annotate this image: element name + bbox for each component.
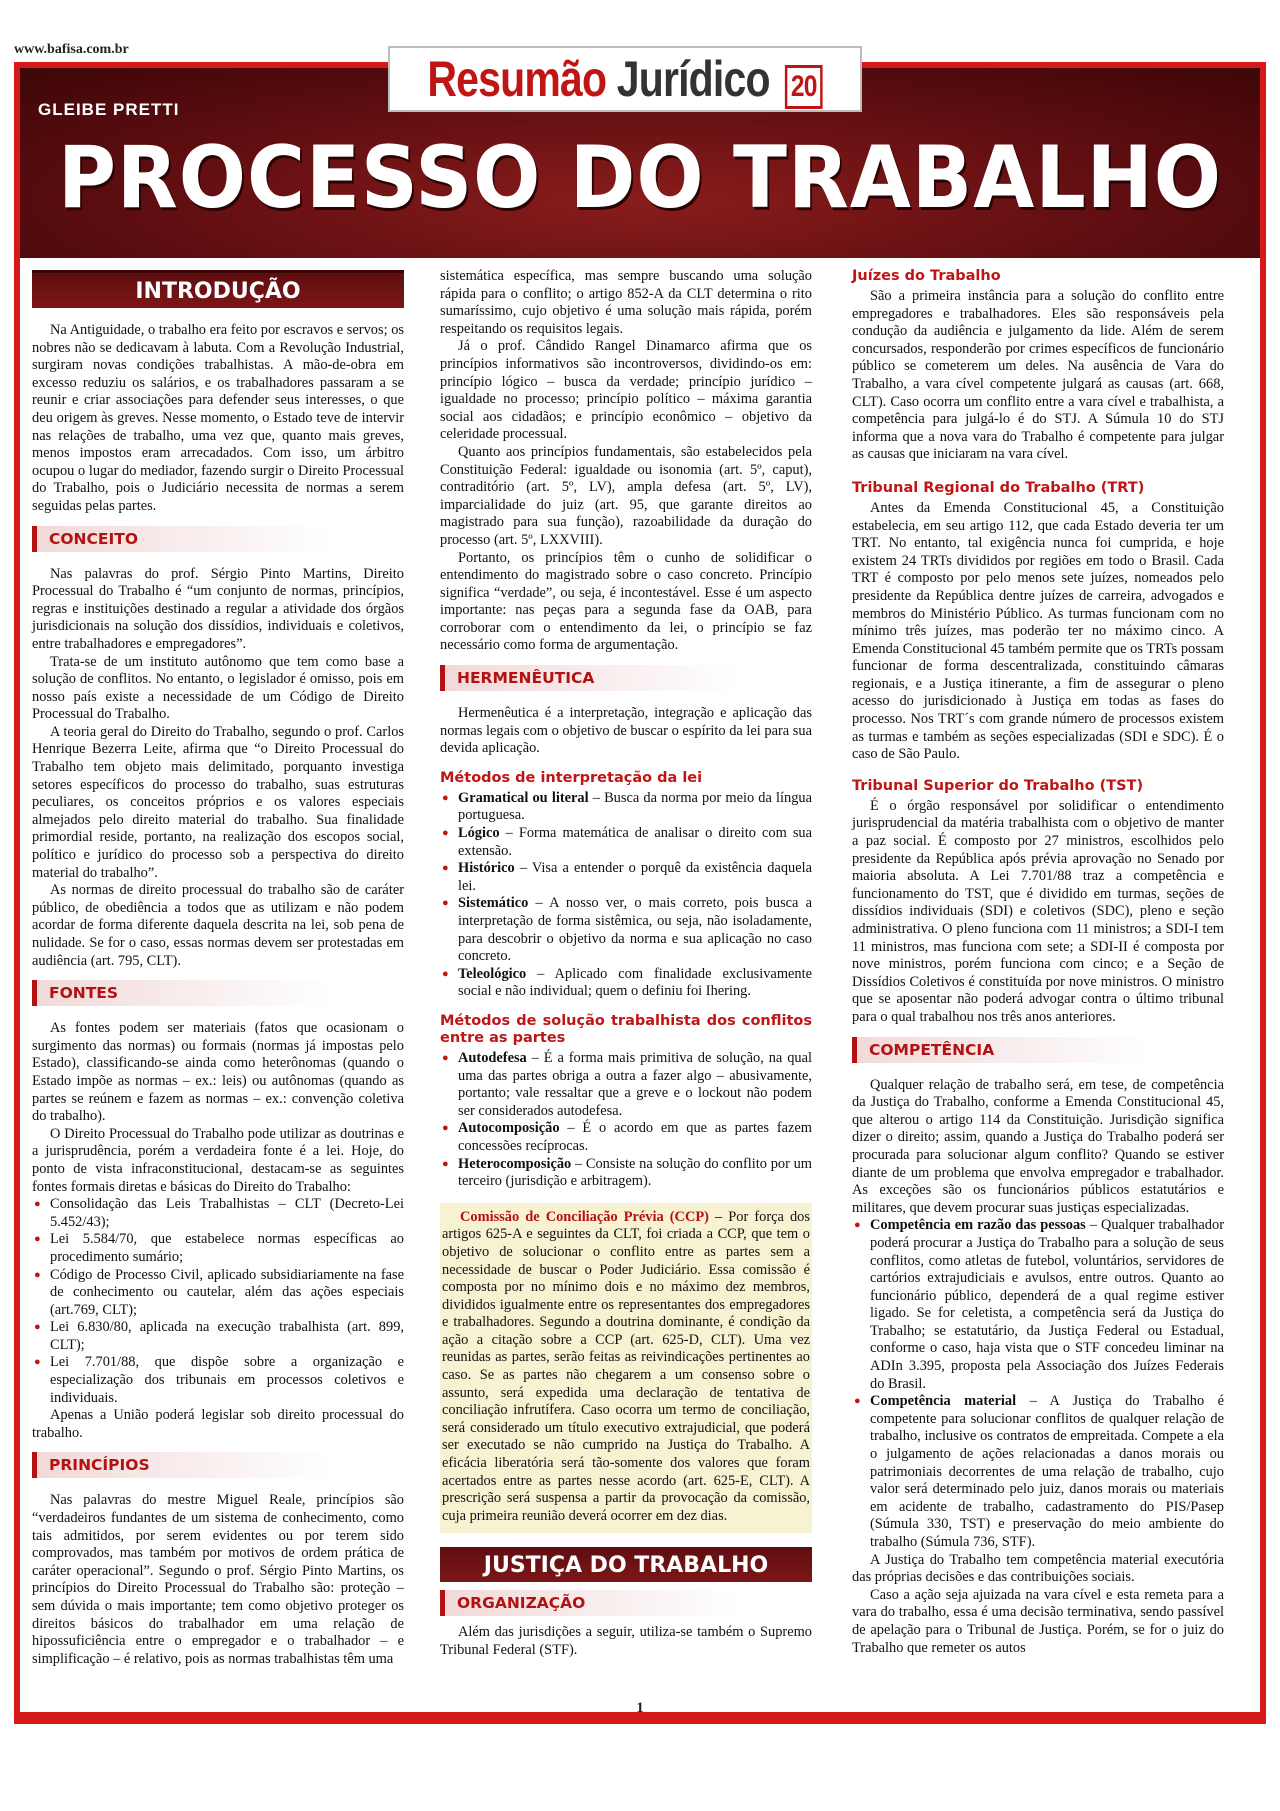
principios-p1: Nas palavras do mestre Miguel Reale, princípios são “verdadeiros fundantes de um sistema de conhecimento, como tais admitidos, por serem evidentes ou por terem sido comprovados, mas também por motivos de ordem prática de caráter operacional”. Segundo o prof. Sérgio Pinto Martins, os princípios do Direito Processual do Trabalho são: proteção – sem dúvida o mais importante; tem como objetivo proteger os direitos básicos do trabalhador em uma relação de hipossuficiência entre o empregador e o trabalhador – e simplificação – é relativo, pois as normas trabalhistas têm uma	[32, 1492, 404, 1667]
list-item: ● Lei 6.830/80, aplicada na execução trabalhista (art. 899, CLT);	[32, 1319, 404, 1354]
column-1	[32, 270, 404, 1668]
series-name-part1: Resumão	[427, 50, 607, 107]
list-item: ● Consolidação das Leis Trabalhistas – CLT (Decreto-Lei 5.452/43);	[32, 1196, 404, 1231]
competencia-list	[852, 1217, 1224, 1551]
tst-p1: É o órgão responsável por solidificar o entendimento jurisprudencial da matéria trabalhista com o objetivo de manter a paz social. É composto por 27 ministros, escolhidos pelo presidente da República após prévia aprovação no Senado por maioria absoluta. A Lei 7.701/88 traz a competência e funcionamento do TST, que é dividido em turmas, seções de dissídios individuais (SDI) e coletivos (SDC), pleno e seção administrativa. O pleno funciona com 11 ministros; a SDI-I tem 11 ministros, mas funciona com sete; a SDI-II é composta por nove ministros, porém funciona com cinco; e a Seção de Dissídios Coletivos é constituída por nove ministros. O ministro que se aposentar não poderá advogar contra o último tribunal para o qual trabalhou nos três anos anteriores.	[852, 797, 1224, 1025]
list-text: – A Justiça do Trabalho é competente para solucionar conflitos de qualquer relação de trabalho, inclusive os contratos de empreitada. Compete a ela o julgamento de ações relacionadas a danos morais ou patrimoniais decorrentes de uma relação de trabalho, cujo valor será determinado pelo juiz, danos morais ou materiais em acidente de trabalho, cadastramento do PIS/Pasep (Súmula 330, TST) e preservação do meio ambiente do trabalho (Súmula 736, STF).	[870, 1393, 1224, 1550]
list-item	[440, 825, 812, 860]
hermeneutica-heading: HERMENÊUTICA	[440, 665, 812, 691]
metodos-heading: Métodos de interpretação da lei	[440, 769, 703, 786]
conceito-p1: Nas palavras do prof. Sérgio Pinto Martins, Direito Processual do Trabalho é “um conjunto de normas, princípios, regras e instituições destinado a regular a atividade dos órgãos jurisdicionais na solução dos dissídios, individuais e coletivos, entre trabalhadores e empregadores”.	[32, 565, 404, 652]
principios-heading: PRINCÍPIOS	[32, 1452, 404, 1478]
competencia-p1: Qualquer relação de trabalho será, em tese, de competência da Justiça do Trabalho, conforme a Emenda Constitucional 45, que alterou o artigo 114 da Constituição. Jurisdição significa dizer o direito; assim, quando a Justiça do Trabalho poderá ser procurada para solucionar algum conflito? Quando se estiver diante de um problema que envolva empregador e trabalhador. As exceções são os funcionários públicos estatutários e militares, que devem procurar suas justiças especializadas.	[852, 1076, 1224, 1216]
page-title: PROCESSO DO TRABALHO	[58, 128, 1222, 228]
ccp-paragraph	[442, 1209, 810, 1526]
col2-p3: Quanto aos princípios fundamentais, são estabelecidos pela Constituição Federal: igualdade ou isonomia (art. 5º, caput), contraditório (art. 5º, LV), ampla defesa (art. 5º, LV), imparcialidade do juiz (art. 95, que garante direitos ao magistrado para sua função), razoabilidade da duração do processo (art. 5º, LXXVIII).	[440, 443, 812, 548]
tst-heading: Tribunal Superior do Trabalho (TST)	[852, 777, 1144, 794]
organizacao-heading: ORGANIZAÇÃO	[440, 1590, 812, 1616]
intro-heading: INTRODUÇÃO	[32, 270, 404, 308]
list-item	[852, 1217, 1224, 1393]
series-name	[427, 50, 822, 109]
list-text: – Aplicado com finalidade exclusivamente social e não individual; quem o definiu foi Ihering.	[458, 965, 812, 1000]
site-url: www.bafisa.com.br	[14, 42, 129, 57]
list-item: ● Lei 7.701/88, que dispõe sobre a organização e especialização dos tribunais em processos coletivos e individuais.	[32, 1354, 404, 1407]
list-text: – É o acordo em que as partes fazem concessões recíprocas.	[458, 1120, 812, 1154]
conceito-heading: CONCEITO	[32, 526, 404, 552]
list-item: ● Lei 5.584/70, que estabelece normas específicas ao procedimento sumário;	[32, 1231, 404, 1266]
ccp-text: Por força dos artigos 625-A e seguintes da CLT, foi criada a CCP, que tem o objetivo de solucionar o conflito entre as partes sem a necessidade de buscar o Poder Judiciário. Essa comissão é composta por no mínimo dois e no máximo dez membros, divididos igualmente entre os representantes dos empregadores e trabalhadores. Segundo a doutrina dominante, é condição da ação a citação sobre a CCP (art. 625-D, CLT). Uma vez reunidas as partes, serão feitas as reivindicações pertinentes ao caso. Se as partes não chegarem a um consenso sobre o assunto, será expedida uma declaração de tentativa de conciliação infrutífera. Caso ocorra um termo de conciliação, será considerado um título executivo extrajudicial, que poderá ser executado se não cumprido na Justiça do Trabalho. A eficácia liberatória será tão-somente dos valores que foram acertados entre as partes nesse acordo (art. 625-E, CLT). A prescrição será suspensa a partir da provocação da comissão, cuja primeira reunião deverá ocorrer em dez dias.	[442, 1208, 810, 1524]
list-text: – Visa a entender o porquê da existência daquela lei.	[458, 860, 812, 894]
juizes-p1: São a primeira instância para a solução do conflito entre empregadores e trabalhadores. Eles são responsáveis pela condução da audiência e julgamento da lide. Além de serem concursados, responderão por crimes específicos de funcionário público se cometerem um deles. Na ausência de Vara do Trabalho, a vara cível competente julgará as causas (art. 668, CLT). Caso ocorra um conflito entre a vara cível e trabalhista, a competência para julgá-lo é do STJ. A Súmula 10 do STJ informa que a nova vara do Trabalho é competente para julgar as causas que iniciaram na vara cível.	[852, 288, 1224, 463]
solucao-heading: Métodos de solução trabalhista dos conflitos entre as partes	[440, 1012, 812, 1046]
competencia-p2: A Justiça do Trabalho tem competência material executória das próprias decisões e das contribuições sociais.	[852, 1551, 1224, 1586]
list-item	[440, 790, 812, 825]
competencia-heading: COMPETÊNCIA	[852, 1037, 1224, 1063]
intro-text: Na Antiguidade, o trabalho era feito por escravos e servos; os nobres não se dedicavam à labuta. Com a Revolução Industrial, surgiram novas condições trabalhistas. A mão-de-obra em excesso reduziu os salários, e os trabalhadores passaram a se reunir e criar associações para defender seus interesses, o que deu origem às greves. Nesse momento, o Estado teve de intervir nas relações de trabalho, uma vez que, quanto mais greves, menos impostos eram arrecadados. Com isso, um árbitro ocupou o lugar do mediador, fazendo surgir o Direito Processual do Trabalho, pois o Judiciário necessita de normas a serem seguidas pelas partes.	[32, 322, 404, 514]
list-term: Sistemático	[458, 895, 529, 912]
list-term: Autodefesa	[458, 1049, 527, 1066]
organizacao-p1: Além das jurisdições a seguir, utiliza-se também o Supremo Tribunal Federal (STF).	[440, 1624, 812, 1658]
list-text: – Consiste na solução do conflito por um terceiro (jurisdição e arbitragem).	[458, 1155, 812, 1190]
col2-p2: Já o prof. Cândido Rangel Dinamarco afirma que os princípios informativos são incontroversos, dividindo-os em: princípio lógico – busca da verdade; princípio jurídico – igualdade no processo; princípio político – máxima garantia social aos cidadãos; e princípio econômico – objetivo da celeridade processual.	[440, 338, 812, 443]
list-item	[440, 1050, 812, 1120]
fontes-p1: As fontes podem ser materiais (fatos que ocasionam o surgimento das normas) ou formais (normas já impostas pelo Estado), classificando-se ainda como heterônomas (quando o Estado impõe as normas – ex.: leis) ou autônomas (quando as partes se reúnem e fazem as normas – ex.: convenção coletiva do trabalho).	[32, 1020, 404, 1125]
list-text: – Busca da norma por meio da língua portuguesa.	[458, 789, 812, 824]
author: GLEIBE PRETTI	[38, 100, 180, 119]
solucao-list	[440, 1050, 812, 1191]
list-item: ● Código de Processo Civil, aplicado subsidiariamente na fase de conhecimento ou cautelar, além das ações especiais (art.769, CLT);	[32, 1267, 404, 1320]
list-text: – A nosso ver, o mais correto, pois busca a interpretação de forma sistêmica, ou seja, não isoladamente, para descobrir o objetivo da norma e sua aplicação no caso concreto.	[458, 895, 812, 965]
trt-p1: Antes da Emenda Constitucional 45, a Constituição estabelecia, em seu artigo 112, que cada Estado deveria ter um TRT. No entanto, tal exigência nunca foi cumprida, e hoje existem 24 TRTs divididos por regiões em todo o Brasil. Cada TRT é composto por pelo menos sete juízes, nomeados pelo presidente da República dentre juízes de carreira, advogados e membros do Ministério Público. As turmas funcionam com no mínimo três juízes, mas poderão ter no máximo cinco. A Emenda Constitucional 45 também permite que os TRTs possam funcionar de forma descentralizada, constituindo câmaras regionais, e a Justiça itinerante, a fim de assegurar o pleno acesso do jurisdicionado à Justiça em todas as fases do processo. Nos TRT´s com grande número de processos existem as turmas e também as seções especializadas (SDI e SDC). É o caso de São Paulo.	[852, 499, 1224, 763]
justica-heading: JUSTIÇA DO TRABALHO	[440, 1547, 812, 1582]
juizes-heading: Juízes do Trabalho	[852, 268, 1001, 284]
fontes-p2: O Direito Processual do Trabalho pode utilizar as doutrinas e a jurisprudência, porém a verdadeira fonte é a lei. Hoje, do ponto de vista infraconstitucional, destacam-se as seguintes fontes formais diretas e básicas do Direito do Trabalho:	[32, 1125, 404, 1195]
list-text: – Qualquer trabalhador poderá procurar a Justiça do Trabalho para a solução de seus conflitos, como atletas de futebol, voluntários, servidores de cartórios extrajudiciais e avulsos, entre outros. Quanto ao funcionário público, dependerá de a qual regime estiver ligado. Se for celetista, a competência será da Justiça do Trabalho; se estatutário, da Justiça Federal ou Estadual, conforme o caso, haja vista que o STF concedeu liminar na ADIn 3.395, proposta pela Associação dos Juízes Federais do Brasil.	[870, 1217, 1224, 1392]
list-item	[440, 1156, 812, 1191]
page-number: 1	[636, 1700, 644, 1716]
column-3	[852, 268, 1224, 1657]
conceito-p2: Trata-se de um instituto autônomo que tem como base a solução de conflitos. No entanto, o legislador é omisso, pois em nosso país existe a necessidade de um Código de Direito Processual do Trabalho.	[32, 653, 404, 723]
list-term: Autocomposição	[458, 1120, 560, 1137]
series-name-part2: Jurídico	[616, 50, 770, 107]
list-item	[440, 1120, 812, 1155]
conceito-p4: As normas de direito processual do trabalho são de caráter público, de obediência a todos que as utilizam e não podem acordar de forma diferente daquela descrita na lei, sob pena de nulidade. Se for o caso, essas normas devem ser protestadas em audiência (art. 795, CLT).	[32, 882, 404, 969]
conceito-p3: A teoria geral do Direito do Trabalho, segundo o prof. Carlos Henrique Bezerra Leite, afirma que “o Direito Processual do Trabalho tem objeto mais delimitado, porquanto investiga setores específicos do processo do trabalho, suas estruturas peculiares, os conceitos próprios e os valores especiais almejados pelo direito material do trabalho. Sua finalidade primordial reside, portanto, na realização dos escopos social, político e jurídico do processo sob a perspectiva do direito material do trabalho”.	[32, 723, 404, 881]
fontes-p3: Apenas a União poderá legislar sob direito processual do trabalho.	[32, 1407, 404, 1441]
col2-p1: sistemática específica, mas sempre buscando uma solução rápida para o conflito; o artigo 852-A da CLT determina o rito sumaríssimo, cujo objetivo é uma solução mais rápida, porém respeitando os requisitos legais.	[440, 268, 812, 337]
list-term: Competência material	[870, 1393, 1017, 1410]
trt-heading: Tribunal Regional do Trabalho (TRT)	[852, 479, 1145, 496]
metodos-list	[440, 790, 812, 1001]
ccp-lead: Comissão de Conciliação Prévia (CCP) –	[460, 1208, 723, 1225]
list-term: Competência em razão das pessoas	[870, 1217, 1086, 1234]
list-term: Teleológico	[458, 965, 527, 982]
list-text: – Forma matemática de analisar o direito com sua extensão.	[458, 825, 812, 859]
list-term: Gramatical ou literal	[458, 789, 589, 806]
hermeneutica-p1: Hermenêutica é a interpretação, integração e aplicação das normas legais com o objetivo de buscar o espírito da lei para sua devida aplicação.	[440, 705, 812, 757]
competencia-p3: Caso a ação seja ajuizada na vara cível e esta remeta para a vara do trabalho, essa é uma decisão terminativa, sendo passível de apelação para o Tribunal de Justiça. Porém, se for o juiz do Trabalho que remeter os autos	[852, 1586, 1224, 1656]
fontes-heading: FONTES	[32, 980, 404, 1006]
column-2	[440, 268, 812, 1660]
col2-p4: Portanto, os princípios têm o cunho de solidificar o entendimento do magistrado sobre o caso concreto. Princípio significa “verdade”, ou seja, é incontestável. Esse é um aspecto importante: nas peças para a segunda fase da OAB, para corroborar com o entendimento da lei, o princípio se faz necessário como forma de argumentação.	[440, 549, 812, 654]
list-term: Heterocomposição	[458, 1155, 572, 1172]
list-item	[440, 966, 812, 1001]
fontes-list	[32, 1196, 404, 1407]
series-number: 20	[785, 65, 822, 109]
list-term: Histórico	[458, 860, 515, 877]
ccp-box	[440, 1203, 812, 1534]
series-badge	[388, 46, 862, 112]
list-term: Lógico	[458, 825, 500, 842]
list-item	[852, 1393, 1224, 1551]
list-text: – É a forma mais primitiva de solução, na qual uma das partes obriga a outra a fazer algo – abusivamente, portanto; vale ressaltar que a greve e o lockout não podem ser considerados autodefesa.	[458, 1049, 812, 1119]
list-item	[440, 895, 812, 965]
list-item	[440, 860, 812, 895]
